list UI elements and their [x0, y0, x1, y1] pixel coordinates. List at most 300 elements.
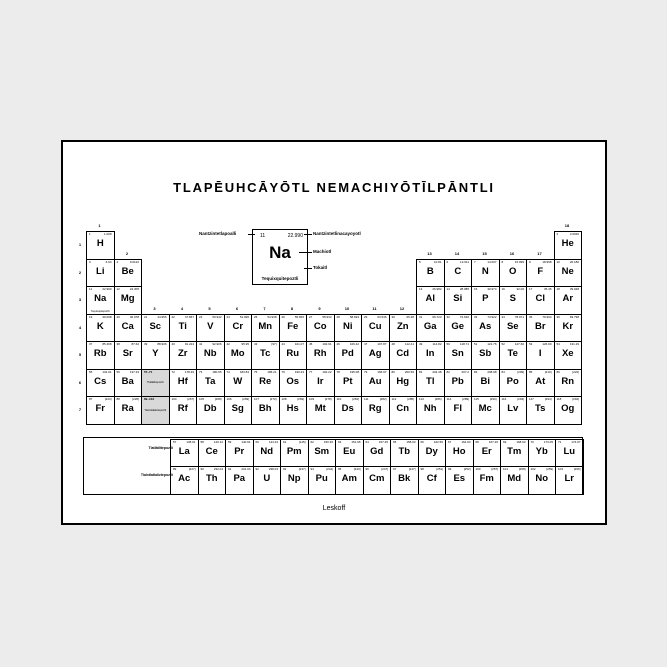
atomic-mass: [286]	[434, 397, 442, 401]
element-symbol: Na	[94, 293, 107, 304]
atomic-mass: [227]	[188, 467, 196, 471]
placeholder-range: 89–103	[144, 397, 155, 401]
element-symbol: Am	[341, 473, 357, 484]
element-cell-v	[196, 314, 225, 343]
element-cell-rb	[86, 341, 115, 370]
element-symbol: Mt	[314, 403, 326, 414]
atomic-mass: [268]	[214, 397, 222, 401]
element-cell-h	[86, 231, 115, 260]
element-symbol: Mg	[120, 293, 135, 304]
atomic-number: 12	[116, 287, 120, 291]
atomic-number: 8	[501, 259, 504, 264]
element-symbol: Rf	[177, 403, 188, 414]
atomic-mass: 195.08	[349, 369, 359, 374]
key-symbol: Na	[269, 243, 291, 262]
atomic-number: 91	[228, 467, 232, 471]
atomic-number: 17	[529, 287, 533, 291]
placeholder-range: 57–71	[144, 369, 153, 374]
element-cell-as	[471, 314, 500, 343]
element-cell-fe	[279, 314, 308, 343]
atomic-mass: 65.38	[406, 314, 414, 319]
element-symbol: Bk	[398, 473, 411, 484]
element-symbol: Br	[534, 320, 546, 332]
element-cell-mg	[114, 286, 143, 315]
element-symbol: Ts	[535, 403, 546, 414]
atomic-number: 28	[336, 314, 340, 319]
atomic-number: 26	[281, 314, 285, 319]
element-cell-o	[499, 259, 528, 288]
atomic-number: 98	[420, 467, 424, 471]
atomic-mass: 24.305	[129, 287, 139, 291]
element-symbol: Ca	[121, 320, 134, 332]
element-cell-te	[499, 341, 528, 370]
element-symbol: Sb	[479, 348, 492, 359]
element-symbol: In	[426, 348, 435, 359]
atomic-number: 100	[475, 467, 481, 471]
period-number: 1	[78, 242, 82, 247]
element-cell-bh	[251, 396, 280, 425]
atomic-mass: [278]	[324, 397, 332, 401]
actinide-row-label: Tlaīxtlatlaliztepoztli	[140, 473, 173, 477]
atomic-mass: 127.60	[514, 342, 524, 346]
atomic-mass: 162.50	[433, 440, 443, 444]
atomic-mass: 207.2	[461, 369, 469, 374]
atomic-number: 114	[446, 397, 452, 401]
atomic-mass: 9.0122	[129, 259, 139, 264]
atomic-number: 9	[529, 259, 531, 264]
element-cell-at	[526, 369, 555, 398]
atomic-mass: 83.798	[569, 314, 579, 319]
element-cell-si	[444, 286, 473, 315]
atomic-mass: 22.990	[102, 287, 112, 291]
atomic-number: 73	[199, 369, 203, 374]
atomic-number: 61	[283, 440, 287, 444]
atomic-number: 96	[365, 467, 369, 471]
element-symbol: Rb	[93, 348, 107, 359]
atomic-number: 31	[419, 314, 423, 319]
element-symbol: Ho	[452, 446, 466, 457]
element-symbol: Md	[507, 473, 522, 484]
element-cell-mt	[306, 396, 335, 425]
atomic-number: 39	[144, 342, 148, 346]
atomic-number: 94	[310, 467, 314, 471]
atomic-mass: 204.38	[432, 369, 442, 374]
element-symbol: Ti	[178, 320, 187, 332]
key-label-symbol: Machiotl	[313, 249, 332, 254]
element-cell-og	[554, 396, 583, 425]
group-number: 9	[318, 305, 321, 311]
atomic-mass: [222]	[572, 369, 579, 374]
element-cell-ra	[114, 396, 143, 425]
atomic-number: 6	[446, 259, 449, 264]
element-symbol: La	[178, 446, 190, 457]
group-number: 7	[263, 305, 266, 311]
atomic-mass: 200.59	[404, 369, 414, 374]
atomic-mass: 114.82	[432, 342, 442, 346]
element-symbol: Yb	[535, 446, 548, 457]
group-number: 12	[399, 305, 405, 311]
atomic-number: 1	[89, 232, 91, 236]
element-cell-fl	[444, 396, 473, 425]
atomic-number: 22	[171, 314, 175, 319]
element-cell-ca	[114, 314, 143, 343]
element-cell-pt	[334, 369, 363, 398]
atomic-mass: 44.956	[157, 314, 167, 319]
atomic-number: 104	[171, 397, 177, 401]
element-cell-hg	[389, 369, 418, 398]
element-symbol: Xe	[561, 348, 574, 359]
element-symbol: Tc	[260, 348, 271, 359]
atomic-mass: [294]	[544, 397, 552, 401]
element-symbol: Tm	[507, 446, 522, 457]
element-cell-al	[416, 286, 445, 315]
atomic-mass: 12.011	[460, 259, 469, 264]
atomic-number: 38	[116, 342, 120, 346]
atomic-mass: [269]	[242, 397, 249, 401]
key-line-name	[304, 268, 312, 269]
element-cell-sb	[471, 341, 500, 370]
atomic-mass: [210]	[544, 369, 552, 374]
element-symbol: Fr	[95, 403, 105, 414]
atomic-mass: 91.224	[184, 342, 194, 346]
element-cell-os	[279, 369, 308, 398]
element-name: Tequixquitepoztli	[91, 309, 110, 313]
atomic-mass: 208.98	[487, 369, 497, 374]
element-symbol: Eu	[343, 446, 356, 457]
element-cell-in	[416, 341, 445, 370]
period-number: 7	[78, 407, 82, 412]
atomic-mass: [270]	[269, 397, 277, 401]
element-cell-db	[196, 396, 225, 425]
element-cell-rf	[169, 396, 198, 425]
atomic-number: 65	[393, 440, 397, 444]
atomic-mass: 69.723	[432, 314, 442, 319]
atomic-number: 10	[556, 259, 560, 264]
atomic-mass: [266]	[573, 467, 581, 471]
page-title: TLAPĒUHCĀYŌTL NEMACHIYŌTĪLPĀNTLI	[173, 180, 495, 195]
element-cell-sg	[224, 396, 253, 425]
group-number: 11	[372, 305, 377, 311]
element-cell-ru	[279, 341, 308, 370]
atomic-number: 63	[338, 440, 342, 444]
atomic-number: 97	[393, 467, 397, 471]
atomic-mass: 30.974	[487, 287, 497, 291]
element-symbol: Pa	[233, 473, 246, 484]
element-symbol: Li	[96, 265, 105, 277]
element-cell-be	[114, 259, 143, 288]
atomic-number: 50	[446, 342, 450, 346]
element-symbol: Pt	[343, 375, 353, 387]
element-symbol: Ni	[343, 320, 353, 332]
element-symbol: S	[509, 293, 516, 304]
element-symbol: Ac	[178, 473, 191, 484]
element-symbol: Pm	[286, 446, 302, 457]
atomic-mass: 231.04	[241, 467, 251, 471]
atomic-mass: [223]	[104, 397, 112, 401]
atomic-number: 117	[529, 397, 534, 401]
atomic-number: 11	[89, 287, 93, 291]
atomic-number: 5	[419, 259, 421, 264]
atomic-mass: [247]	[408, 467, 416, 471]
period-number: 6	[78, 379, 82, 385]
element-cell-pb	[444, 369, 473, 398]
atomic-number: 81	[419, 369, 423, 374]
atomic-mass: 196.97	[377, 369, 387, 374]
atomic-number: 59	[228, 440, 232, 444]
atomic-number: 82	[446, 369, 450, 374]
atomic-number: 113	[419, 397, 424, 401]
actinide-placeholder	[141, 396, 170, 425]
element-symbol: Si	[453, 293, 463, 304]
element-symbol: N	[481, 265, 489, 277]
element-symbol: U	[263, 473, 271, 484]
atomic-number: 109	[309, 397, 315, 401]
element-cell-lv	[499, 396, 528, 425]
atomic-number: 86	[556, 369, 560, 374]
atomic-mass: [145]	[298, 440, 306, 444]
element-symbol: Cd	[396, 348, 410, 359]
element-symbol: Rn	[561, 375, 575, 387]
atomic-mass: 14.007	[487, 259, 497, 264]
period-number: 2	[78, 269, 82, 275]
group-number: 13	[427, 250, 432, 256]
element-symbol: Al	[425, 293, 435, 304]
element-symbol: P	[482, 293, 489, 304]
atomic-number: 2	[556, 232, 559, 236]
element-symbol: Cr	[232, 320, 244, 332]
element-symbol: Cn	[396, 403, 410, 414]
atomic-number: 21	[144, 314, 148, 319]
atomic-mass: 118.71	[460, 342, 469, 346]
atomic-number: 51	[474, 342, 478, 346]
atomic-number: 101	[503, 467, 509, 471]
atomic-mass: 39.098	[102, 314, 112, 319]
atomic-number: 60	[255, 440, 259, 444]
element-cell-mo	[224, 341, 253, 370]
atomic-mass: [209]	[517, 369, 524, 374]
atomic-number: 24	[226, 314, 230, 319]
element-cell-hs	[279, 396, 308, 425]
element-symbol: H	[96, 238, 104, 249]
atomic-number: 57	[173, 440, 177, 444]
atomic-number: 69	[503, 440, 507, 444]
atomic-mass: 1.008	[103, 232, 112, 236]
element-cell-cs	[86, 369, 115, 398]
element-symbol: Rh	[313, 348, 327, 359]
element-cell-rg	[361, 396, 390, 425]
atomic-number: 67	[448, 440, 452, 444]
element-cell-ar	[554, 286, 583, 315]
element-cell-se	[499, 314, 528, 343]
atomic-number: 27	[309, 314, 313, 319]
element-symbol: Hf	[177, 375, 188, 387]
atomic-number: 15	[474, 287, 478, 291]
atomic-mass: [289]	[462, 397, 469, 401]
key-atomic-mass: 22.990	[287, 233, 303, 239]
atomic-number: 103	[558, 467, 564, 471]
atomic-number: 77	[309, 369, 313, 374]
element-cell-ag	[361, 341, 390, 370]
atomic-mass: 173.05	[543, 440, 553, 444]
atomic-number: 14	[446, 287, 450, 291]
element-symbol: Fm	[479, 473, 494, 484]
atomic-mass: 88.906	[157, 342, 167, 346]
atomic-mass: 92.906	[212, 342, 222, 346]
atomic-number: 34	[501, 314, 505, 319]
atomic-mass: 158.93	[406, 440, 416, 444]
atomic-mass: 150.36	[323, 440, 333, 444]
element-cell-cd	[389, 341, 418, 370]
atomic-number: 102	[530, 467, 536, 471]
element-symbol: Nb	[203, 348, 217, 359]
atomic-number: 70	[530, 440, 534, 444]
atomic-mass: 58.693	[349, 314, 359, 319]
key-name: Tequixquitepoztli	[261, 276, 299, 281]
element-symbol: I	[538, 348, 542, 359]
atomic-number: 116	[501, 397, 507, 401]
atomic-mass: [281]	[352, 397, 359, 401]
element-symbol: At	[535, 375, 546, 387]
element-symbol: Cf	[426, 473, 437, 484]
atomic-mass: 79.904	[542, 314, 552, 319]
atomic-mass: 63.546	[377, 314, 387, 319]
atomic-number: 18	[556, 287, 560, 291]
atomic-mass: 126.90	[542, 342, 552, 346]
element-cell-k	[86, 314, 115, 343]
element-symbol: Zr	[178, 348, 188, 359]
atomic-mass: 32.06	[516, 287, 524, 291]
atomic-number: 16	[501, 287, 505, 291]
atomic-mass: [257]	[491, 467, 498, 471]
atomic-mass: 238.03	[268, 467, 278, 471]
element-cell-s	[499, 286, 528, 315]
atomic-number: 62	[310, 440, 314, 444]
element-cell-sn	[444, 341, 473, 370]
atomic-number: 79	[364, 369, 368, 374]
atomic-mass: 87.62	[131, 342, 139, 346]
element-cell-ds	[334, 396, 363, 425]
element-cell-cn	[389, 396, 418, 425]
atomic-number: 87	[89, 397, 93, 401]
element-symbol: Np	[287, 473, 301, 484]
element-symbol: Pb	[451, 375, 464, 387]
element-symbol: Au	[368, 375, 382, 387]
atomic-mass: 35.45	[543, 287, 552, 291]
element-symbol: As	[479, 320, 492, 332]
group-number: 10	[344, 305, 350, 311]
atomic-number: 25	[254, 314, 258, 319]
atomic-mass: 121.76	[487, 342, 497, 346]
atomic-mass: 58.933	[322, 314, 332, 319]
atomic-number: 23	[199, 314, 203, 319]
element-cell-kr	[554, 314, 583, 343]
element-symbol: Mn	[258, 320, 273, 332]
key-line-symbol	[299, 252, 312, 253]
atomic-number: 30	[391, 314, 395, 319]
element-symbol: Nh	[423, 403, 437, 414]
atomic-mass: 178.49	[184, 369, 194, 374]
atomic-mass: 51.996	[239, 314, 249, 319]
element-cell-pd	[334, 341, 363, 370]
atomic-number: 66	[420, 440, 424, 444]
atomic-mass: [247]	[381, 467, 388, 471]
atomic-number: 35	[529, 314, 533, 319]
atomic-mass: [293]	[517, 397, 524, 401]
element-symbol: Y	[152, 348, 159, 359]
element-cell-tl	[416, 369, 445, 398]
element-symbol: Ar	[562, 293, 574, 304]
element-symbol: Ag	[368, 348, 382, 359]
element-symbol: Ge	[451, 320, 465, 332]
element-cell-ti	[169, 314, 198, 343]
atomic-mass: 47.867	[184, 314, 194, 319]
atomic-number: 84	[501, 369, 505, 374]
atomic-number: 92	[255, 467, 259, 471]
atomic-mass: 180.95	[212, 369, 222, 374]
element-symbol: Te	[507, 348, 518, 359]
atomic-number: 55	[89, 369, 93, 374]
atomic-number: 20	[116, 314, 120, 319]
element-symbol: Dy	[425, 446, 438, 457]
element-symbol: Gd	[370, 446, 384, 457]
atomic-number: 80	[391, 369, 395, 374]
atomic-number: 83	[474, 369, 478, 374]
element-symbol: Sc	[149, 320, 162, 332]
element-cell-fr	[86, 396, 115, 425]
atomic-mass: 192.22	[322, 369, 332, 374]
element-cell-sr	[114, 341, 143, 370]
element-cell-au	[361, 369, 390, 398]
element-cell-na	[86, 286, 115, 315]
element-cell-bi	[471, 369, 500, 398]
atomic-number: 45	[309, 342, 313, 346]
element-symbol: K	[96, 320, 104, 332]
element-cell-f	[526, 259, 555, 288]
atomic-mass: 15.999	[514, 259, 524, 264]
element-symbol: W	[233, 375, 243, 387]
element-cell-ir	[306, 369, 335, 398]
atomic-number: 13	[419, 287, 423, 291]
atomic-mass: 140.91	[241, 440, 251, 444]
group-number: 18	[564, 223, 570, 228]
atomic-mass: 55.845	[294, 314, 304, 319]
atomic-number: 56	[116, 369, 120, 374]
element-cell-tc	[251, 341, 280, 370]
atomic-number: 54	[556, 342, 560, 346]
element-cell-c	[444, 259, 473, 288]
element-symbol: Hs	[286, 403, 299, 414]
atomic-mass: 101.07	[294, 342, 304, 346]
element-cell-rn	[554, 369, 583, 398]
element-cell-i	[526, 341, 555, 370]
atomic-mass: 183.84	[239, 369, 249, 374]
atomic-number: 36	[556, 314, 560, 319]
atomic-mass: 157.25	[378, 440, 388, 444]
element-cell-cr	[224, 314, 253, 343]
atomic-number: 108	[281, 397, 287, 401]
element-symbol: Tl	[426, 375, 435, 387]
atomic-mass: 137.33	[129, 369, 139, 374]
element-cell-ta	[196, 369, 225, 398]
element-symbol: Bh	[258, 403, 272, 414]
element-symbol: Kr	[562, 320, 574, 332]
element-symbol: Ce	[205, 446, 218, 457]
atomic-mass: 190.23	[294, 369, 304, 374]
element-cell-b	[416, 259, 445, 288]
element-symbol: Tb	[398, 446, 411, 457]
element-cell-mc	[471, 396, 500, 425]
element-cell-p	[471, 286, 500, 315]
